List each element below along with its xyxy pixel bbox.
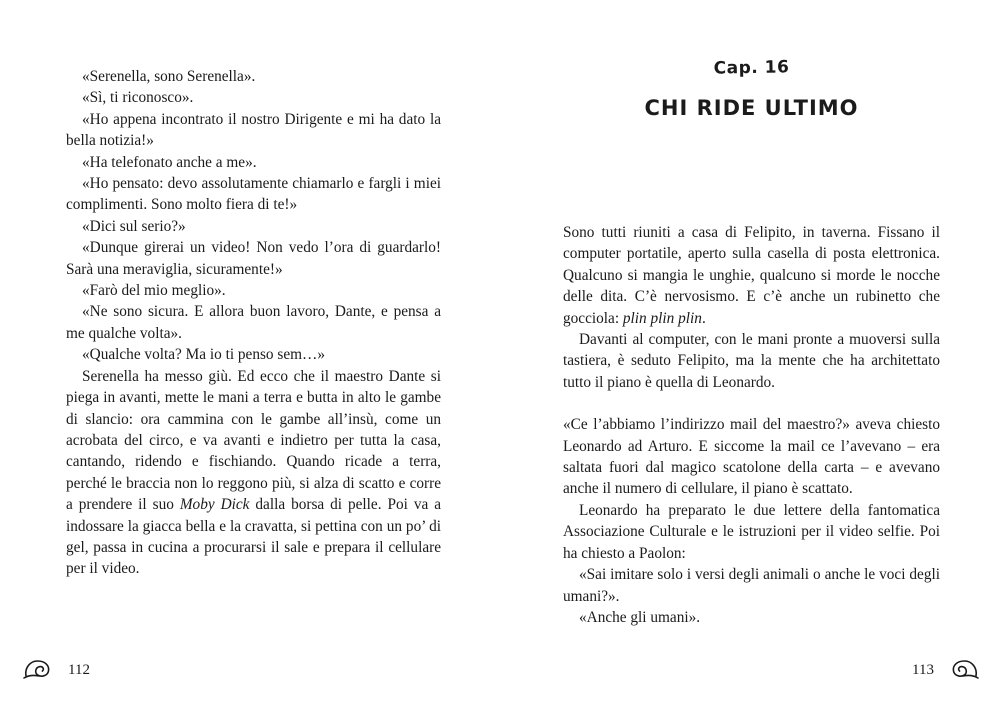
text-run: «Ce l’abbiamo l’indirizzo mail del maestro?» aveva chiesto Leonardo ad Arturo. E siccome la mail ce l’avevano – era saltata fuori dal magico scatolone della carta – e avevano anche il numero di cellulare, il piano è scattato.: [563, 416, 940, 498]
paragraph: [66, 216, 441, 237]
paragraph: [66, 301, 441, 344]
left-page-text-column: [66, 66, 441, 580]
chapter-title: CHI RIDE ULTIMO: [644, 96, 859, 120]
text-run: «Ha telefonato anche a me».: [82, 153, 257, 171]
text-run: «Sì, ti riconosco».: [82, 89, 194, 107]
italic-text-run: Moby Dick: [179, 496, 250, 514]
text-run: «Serenella, sono Serenella».: [82, 68, 256, 85]
text-run: «Ho appena incontrato il nostro Dirigente e mi ha dato la bella notizia!»: [66, 110, 441, 150]
text-run: «Ho pensato: devo assolutamente chiamarlo e fargli i miei complimenti. Sono molto fiera di te!»: [66, 175, 441, 214]
chapter-label: Cap. 16: [713, 57, 790, 79]
text-run: dalla borsa di pelle. Poi va a indossare la giacca bella e la cravatta, si pettina con un po’ di gel, passa in cucina a procurarsi il sale e prepara il cellulare per il video.: [66, 496, 442, 578]
paragraph: [66, 152, 441, 173]
text-run: Sono tutti riuniti a casa di Felipito, in taverna. Fissano il computer portatile, aperto sulla casella di posta elettronica. Qualcuno si mangia le unghie, qualcuno si morde le nocche delle dita. C’è nervosismo. E c’è anche un rubinetto che gocciola:: [563, 224, 940, 327]
text-run: «Dunque girerai un video! Non vedo l’ora di guardarlo! Sarà una meraviglia, sicuramente!»: [66, 239, 441, 278]
chapter-header: [563, 58, 940, 120]
paragraph: [563, 414, 940, 500]
text-run: «Qualche volta? Ma io ti penso sem…»: [82, 346, 325, 364]
paragraph: [66, 66, 441, 87]
page-number-right: 113: [912, 661, 934, 678]
paragraph: [66, 237, 441, 280]
text-run: .: [701, 309, 706, 327]
text-run: Leonardo ha preparato le due lettere della fantomatica Associazione Culturale e le istruzioni per il video selfie. Poi ha chiesto a Paolon:: [563, 501, 940, 562]
paragraph: [66, 87, 441, 108]
text-run: «Ne sono sicura. E allora buon lavoro, Dante, e pensa a me qualche volta».: [66, 303, 441, 342]
left-page-footer: [22, 658, 90, 682]
page-number-left: 112: [68, 661, 90, 678]
paragraph: [563, 222, 940, 329]
paragraph: [66, 173, 441, 216]
text-run: «Dici sul serio?»: [82, 217, 186, 235]
text-run: «Sai imitare solo i versi degli animali o anche le voci degli umani?».: [563, 566, 940, 605]
swirl-icon: [22, 658, 58, 682]
right-page-text-column: [563, 222, 940, 628]
paragraph: [563, 607, 940, 628]
paragraph: [563, 329, 940, 393]
paragraph: [66, 366, 441, 580]
italic-text-run: plin plin plin: [622, 309, 702, 327]
paragraph: [66, 109, 441, 152]
paragraph: [66, 280, 441, 301]
swirl-icon: [944, 658, 980, 682]
paragraph: [563, 500, 940, 564]
text-run: «Farò del mio meglio».: [82, 282, 226, 300]
text-run: «Anche gli umani».: [579, 608, 701, 626]
paragraph: [66, 344, 441, 365]
right-page-footer: [912, 658, 980, 682]
text-run: Davanti al computer, con le mani pronte a muoversi sulla tastiera, è seduto Felipito, ma la mente che ha architettato tutto il piano è quella di Leonardo.: [563, 331, 940, 391]
paragraph: [563, 564, 940, 607]
text-run: Serenella ha messo giù. Ed ecco che il maestro Dante si piega in avanti, mette le mani a terra e butta in alto le gambe di slancio: ora cammina con le gambe all’insù, come un acrobata del circo, e va avanti e indietro per tutta la casa, cantando, ridendo e fischiando. Quando ricade a terra, perché le braccia non lo reggono più, si alza di scatto e corre a prendere il suo: [66, 367, 441, 514]
